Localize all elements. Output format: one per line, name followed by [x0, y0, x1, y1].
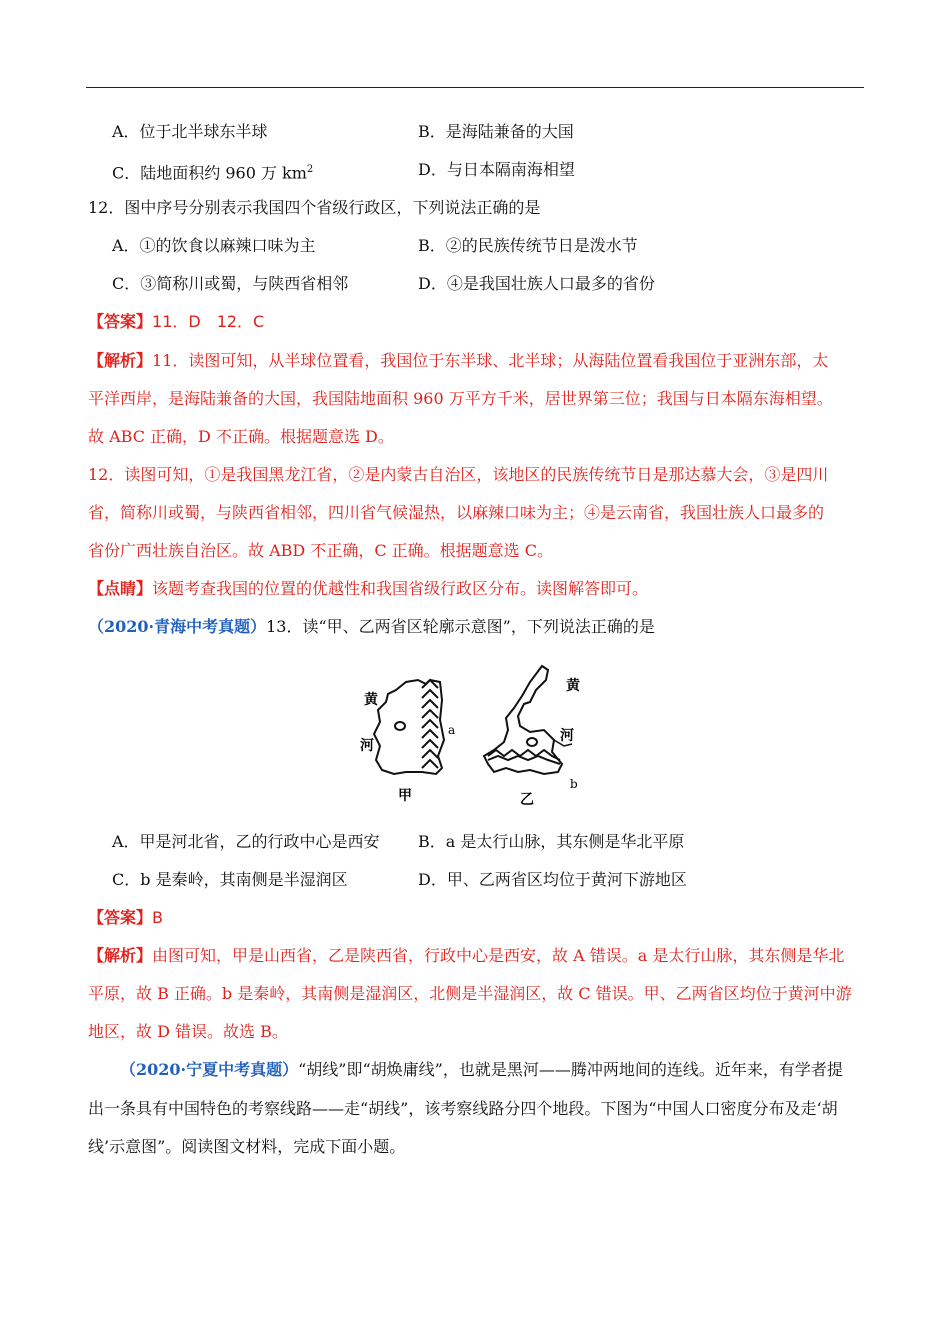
yi-capital-marker [527, 738, 537, 746]
label-a: a [448, 723, 456, 737]
qinling-mountains [488, 750, 560, 764]
label-huang-left: 黄 [364, 692, 378, 708]
analysis-2-line-3: 地区，故 D 错误。故选 B。 [88, 1022, 288, 1041]
answer-tag: 【答案】 [88, 312, 153, 331]
analysis-1-line-5: 省，简称川或蜀，与陕西省相邻，四川省气候湿热，以麻辣口味为主；④是云南省，我国壮族人口最多的 [88, 503, 825, 522]
answer-text: 11．D 12．C [152, 312, 265, 331]
q12-option-d: D．④是我国壮族人口最多的省份 [418, 274, 655, 293]
q13-option-d: D．甲、乙两省区均位于黄河下游地区 [418, 870, 687, 889]
answer-1 [88, 311, 264, 333]
analysis-1-line-6: 省份广西壮族自治区。故 ABD 不正确，C 正确。根据题意选 C。 [88, 541, 553, 560]
q12-option-b: B．②的民族传统节日是泼水节 [418, 236, 638, 255]
q11-option-b: B．是海陆兼备的大国 [418, 122, 574, 141]
jia-capital-marker [395, 722, 405, 730]
q12-option-a: A．①的饮食以麻辣口味为主 [112, 236, 316, 255]
province-outline-figure [348, 660, 618, 810]
label-jia: 甲 [398, 788, 412, 804]
q13-option-a: A．甲是河北省，乙的行政中心是西安 [112, 832, 380, 851]
q13-stem: 13．读“甲、乙两省区轮廓示意图”，下列说法正确的是 [266, 617, 655, 636]
q11-option-d: D．与日本隔南海相望 [418, 160, 575, 179]
q13-source: （2020·青海中考真题） [88, 617, 267, 636]
q13-option-c: C．b 是秦岭，其南侧是半湿润区 [112, 870, 348, 889]
analysis-2-line-1: 【解析】由图可知，甲是山西省，乙是陕西省，行政中心是西安，故 A 错误。a 是太行山脉，其东侧是华北 [88, 946, 845, 965]
taihang-mountains [422, 680, 438, 768]
label-he-left: 河 [360, 738, 374, 754]
analysis-1-line-3: 故 ABC 正确，D 不正确。根据题意选 D。 [88, 427, 394, 446]
analysis-2-line-2: 平原，故 B 正确。b 是秦岭，其南侧是湿润区，北侧是半湿润区，故 C 错误。甲、乙两省区均位于黄河中游 [88, 984, 852, 1003]
passage-source: （2020·宁夏中考真题） [120, 1060, 299, 1079]
q12-option-c: C．③简称川或蜀，与陕西省相邻 [112, 274, 349, 293]
analysis-1-line-2: 平洋西岸，是海陆兼备的大国，我国陆地面积 960 万平方千米，居世界第三位；我国与日本隔东海相望。 [88, 389, 833, 408]
analysis-1-line-4: 12．读图可知，①是我国黑龙江省，②是内蒙古自治区，该地区的民族传统节日是那达慕大会，③是四川 [88, 465, 829, 484]
label-yi: 乙 [520, 792, 534, 808]
comment-1: 【点睛】该题考查我国的位置的优越性和我国省级行政区分布。读图解答即可。 [88, 579, 649, 598]
q13-stem-line [88, 616, 655, 638]
header-rule [86, 87, 864, 88]
answer-text: B [152, 908, 163, 927]
q13-option-b: B．a 是太行山脉，其东侧是华北平原 [418, 832, 685, 851]
label-he-right: 河 [560, 728, 574, 744]
q12-stem: 12．图中序号分别表示我国四个省级行政区，下列说法正确的是 [88, 198, 541, 217]
answer-2 [88, 907, 163, 929]
label-b: b [570, 777, 578, 791]
passage-line-3: 线’示意图”。阅读图文材料，完成下面小题。 [88, 1137, 406, 1156]
q11-option-a: A．位于北半球东半球 [112, 122, 268, 141]
passage-line-2: 出一条具有中国特色的考察线路——走“胡线”，该考察线路分四个地段。下图为“中国人口密度分布及走‘胡 [88, 1099, 838, 1118]
analysis-tag: 【解析】 [88, 351, 153, 370]
passage-line-1: （2020·宁夏中考真题）“胡线”即“胡焕庸线”，也就是黑河——腾冲两地间的连线。近年来，有学者提 [120, 1060, 843, 1079]
analysis-1-line-1: 【解析】11．读图可知，从半球位置看，我国位于东半球、北半球；从海陆位置看我国位于亚洲东部，太 [88, 351, 829, 370]
comment-tag: 【点睛】 [88, 579, 153, 598]
analysis-tag: 【解析】 [88, 946, 153, 965]
q11-option-c: C．陆地面积约 960 万 $km^2$ [112, 163, 314, 183]
label-huang-right: 黄 [566, 678, 580, 694]
answer-tag: 【答案】 [88, 908, 153, 927]
